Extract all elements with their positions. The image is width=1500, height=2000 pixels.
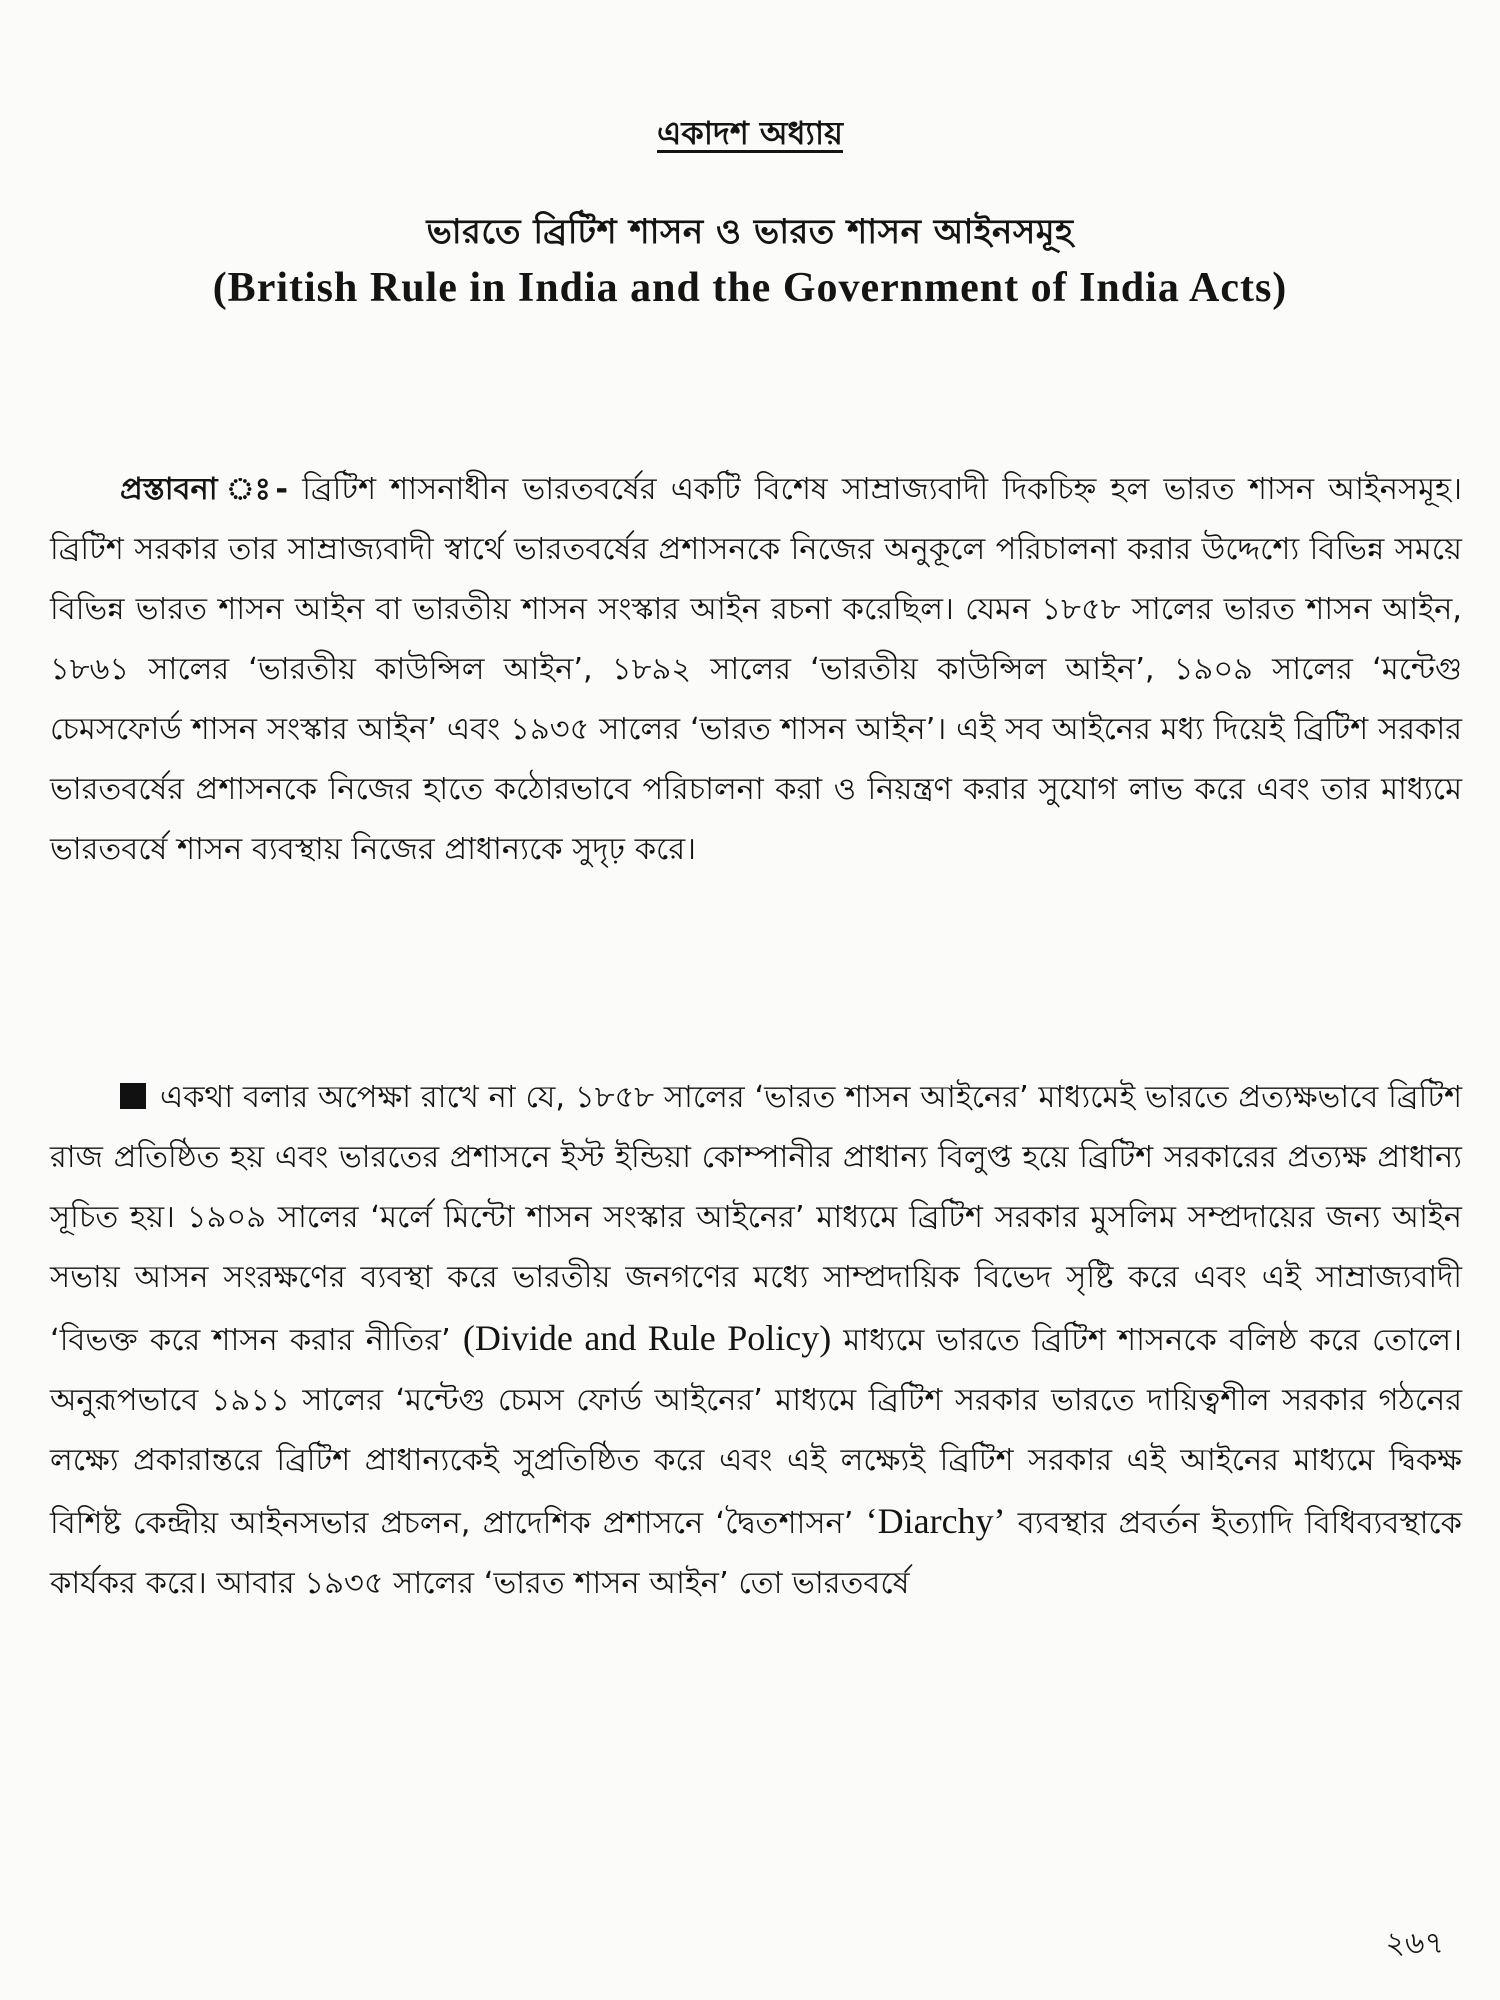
point-paragraph xyxy=(50,1068,1462,1614)
page-number: ২৬৭ xyxy=(1385,1926,1444,1961)
introduction-label: প্রস্তাবনা ঃ- xyxy=(120,472,288,507)
point-text-part1: একথা বলার অপেক্ষা রাখে না যে, ১৮৫৮ সালের ‘ভারত শাসন আইনের’ মাধ্যমেই ভারতে প্রত্যক্ষভাবে ব্রিটিশ রাজ প্রতিষ্ঠিত হয় এবং ভারতের প্রশাসনে ইস্ট ইন্ডিয়া কোম্পানীর প্রাধান্য বিলুপ্ত হয়ে ব্রিটিশ সরকারের প্রত্যক্ষ প্রাধান্য সূচিত হয়। ১৯০৯ সালের ‘মর্লে মিন্টো শাসন সংস্কার আইনের’ মাধ্যমে ব্রিটিশ সরকার মুসলিম সম্প্রদায়ের জন্য আইন সভায় আসন সংরক্ষণের ব্যবস্থা করে ভারতীয় জনগণের মধ্যে সাম্প্রদায়িক বিভেদ সৃষ্টি করে এবং এই সাম্রাজ্যবাদী ‘বিভক্ত করে শাসন করার নীতির’ xyxy=(50,1080,1462,1358)
chapter-title-english: (British Rule in India and the Government of India Acts) xyxy=(212,265,1288,311)
introduction-text: ব্রিটিশ শাসনাধীন ভারতবর্ষের একটি বিশেষ সাম্রাজ্যবাদী দিকচিহ্ন হল ভারত শাসন আইনসমূহ। ব্রিটিশ সরকার তার সাম্রাজ্যবাদী স্বার্থে ভারতবর্ষের প্রশাসনকে নিজের অনুকূলে পরিচালনা করার উদ্দেশ্যে বিভিন্ন সময়ে বিভিন্ন ভারত শাসন আইন বা ভারতীয় শাসন সংস্কার আইন রচনা করেছিল। যেমন ১৮৫৮ সালের ভারত শাসন আইন, ১৮৬১ সালের ‘ভারতীয় কাউন্সিল আইন’, ১৮৯২ সালের ‘ভারতীয় কাউন্সিল আইন’, ১৯০৯ সালের ‘মন্টেগু চেমসফোর্ড শাসন সংস্কার আইন’ এবং ১৯৩৫ সালের ‘ভারত শাসন আইন’। এই সব আইনের মধ্য দিয়েই ব্রিটিশ সরকার ভারতবর্ষের প্রশাসনকে নিজের হাতে কঠোরভাবে পরিচালনা করা ও নিয়ন্ত্রণ করার সুযোগ লাভ করে এবং তার মাধ্যমে ভারতবর্ষে শাসন ব্যবস্থায় নিজের প্রাধান্যকে সুদৃঢ় করে। xyxy=(50,472,1462,867)
chapter-heading: একাদশ অধ্যায় xyxy=(657,114,843,152)
point-text-part2: মাধ্যমে ভারতে ব্রিটিশ শাসনকে বলিষ্ঠ করে তোলে। অনুরূপভাবে ১৯১১ সালের ‘মন্টেগু চেমস ফোর্ড আইনের’ মাধ্যমে ব্রিটিশ সরকার ভারতে দায়িত্বশীল সরকার গঠনের লক্ষ্যে প্রকারান্তরে ব্রিটিশ প্রাধান্যকেই সুপ্রতিষ্ঠিত করে এবং এই লক্ষ্যেই ব্রিটিশ সরকার এই আইনের মাধ্যমে দ্বিকক্ষ বিশিষ্ট কেন্দ্রীয় আইনসভার প্রচলন, প্রাদেশিক প্রশাসনে ‘দ্বৈতশাসন’ xyxy=(50,1323,1462,1541)
diarchy-term: ‘Diarchy’ xyxy=(865,1501,1006,1541)
point-text-part3: ব্যবস্থার প্রবর্তন ইত্যাদি বিধিব্যবস্থাকে কার্যকর করে। আবার ১৯৩৫ সালের ‘ভারত শাসন আইন’ তো ভারতবর্ষে xyxy=(50,1506,1463,1601)
introduction-paragraph xyxy=(50,460,1462,880)
divide-rule-phrase: (Divide and Rule Policy) xyxy=(462,1318,832,1358)
chapter-title-bengali: ভারতে ব্রিটিশ শাসন ও ভারত শাসন আইনসমূহ xyxy=(426,212,1074,252)
square-bullet-icon xyxy=(120,1083,146,1109)
